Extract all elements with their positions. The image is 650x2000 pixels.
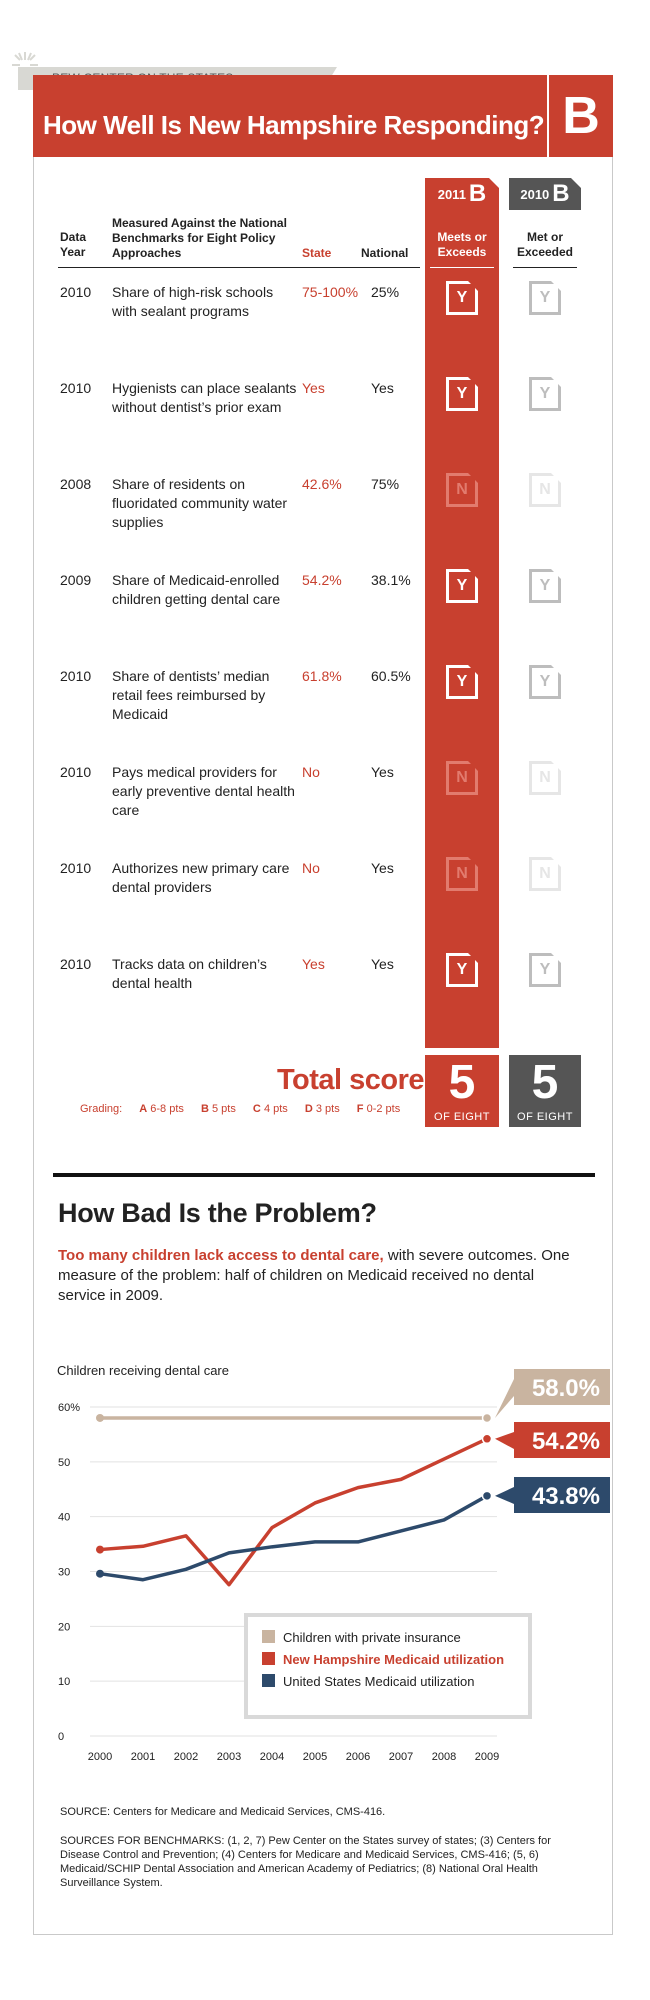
end-label: 54.2%	[531, 1428, 600, 1455]
row-year: 2009	[60, 572, 92, 588]
row-year: 2010	[60, 956, 92, 972]
y-tick-label: 40	[58, 1511, 71, 1524]
y-tick-label: 60%	[58, 1402, 81, 1414]
badge-2011: Y	[446, 569, 478, 603]
tab-2010-year: 2010	[520, 187, 550, 202]
row-national-value: Yes	[371, 860, 394, 876]
row-state-value: 42.6%	[302, 476, 342, 492]
badge-2011: N	[446, 761, 478, 795]
x-tick-label: 2003	[216, 1751, 242, 1763]
tab-2010-grade: B	[552, 180, 570, 207]
badge-2011: Y	[446, 665, 478, 699]
x-tick-label: 2008	[431, 1751, 457, 1763]
badge-2011: N	[446, 857, 478, 891]
grade-b: B	[200, 1103, 209, 1115]
row-year: 2010	[60, 764, 92, 780]
row-national-value: 75%	[371, 476, 400, 492]
header-national: National	[361, 246, 409, 260]
row-national-value: 25%	[371, 284, 400, 300]
section-title: How Bad Is the Problem?	[58, 1198, 377, 1228]
grade-c: C	[252, 1103, 261, 1115]
legend-swatch	[262, 1652, 275, 1665]
grade-d: D	[304, 1103, 313, 1115]
score-2011-value: 5	[448, 1056, 476, 1109]
benchmark-sources: SOURCES FOR BENCHMARKS: (1, 2, 7) Pew Center on the States survey of states; (3) Centers for Disease Control and Prevention; (4) Centers for Medicare and Medicaid Services, CMS-416; (5, 6) Medicaid/SCHIP Dental Association and American Academy of Pediatrics; (8) National Oral Health Surveillance System.	[60, 1835, 551, 1889]
badge-2010: Y	[529, 665, 561, 699]
x-tick-label: 2006	[345, 1751, 371, 1763]
row-national-value: 38.1%	[371, 572, 411, 588]
x-tick-label: 2000	[87, 1751, 113, 1763]
row-measure: Pays medical providers for early preventive dental health care	[112, 764, 295, 818]
row-measure: Share of high-risk schools with sealant programs	[112, 284, 274, 319]
x-tick-label: 2009	[474, 1751, 500, 1763]
row-measure: Share of dentists’ median retail fees reimbursed by Medicaid	[112, 668, 270, 722]
row-state-value: 75-100%	[302, 284, 359, 300]
overall-grade: B	[549, 75, 613, 157]
series-line	[100, 1439, 487, 1585]
end-label: 58.0%	[531, 1375, 600, 1402]
row-measure: Authorizes new primary care dental providers	[112, 860, 290, 895]
end-label: 43.8%	[531, 1483, 600, 1510]
series-end-point	[483, 1491, 492, 1500]
row-measure: Share of Medicaid-enrolled children getting dental care	[112, 572, 281, 607]
series-start-point	[96, 1570, 104, 1578]
legend-swatch	[262, 1630, 275, 1643]
legend-label: New Hampshire Medicaid utilization	[283, 1652, 505, 1667]
lead-rest: with severe outcomes. One measure of the problem: half of children on Medicaid received no dental service in 2009.	[58, 1247, 570, 1304]
series-start-point	[96, 1414, 104, 1422]
row-national-value: Yes	[371, 764, 394, 780]
row-year: 2010	[60, 860, 92, 876]
badge-2010: Y	[529, 377, 561, 411]
x-tick-label: 2005	[302, 1751, 328, 1763]
row-year: 2010	[60, 668, 92, 684]
header-2010-met: Met or Exceeded	[516, 230, 574, 259]
grade-f: F	[356, 1103, 364, 1115]
series-end-point	[483, 1434, 492, 1443]
grade-d-range: 3 pts	[315, 1103, 340, 1115]
grade-a-range: 6-8 pts	[150, 1103, 184, 1115]
badge-2010: N	[529, 761, 561, 795]
legend-label: Children with private insurance	[283, 1630, 461, 1645]
header-measure: Measured Against the National Benchmarks for Eight Policy Approaches	[112, 216, 287, 260]
grading-label: Grading:	[80, 1103, 123, 1115]
x-tick-label: 2004	[259, 1751, 285, 1763]
badge-2010: N	[529, 473, 561, 507]
lead-highlight: Too many children lack access to dental care,	[58, 1247, 384, 1264]
grade-b-range: 5 pts	[212, 1103, 236, 1115]
source-note: SOURCE: Centers for Medicare and Medicaid Services, CMS-416.	[60, 1806, 386, 1818]
grade-a: A	[139, 1103, 148, 1115]
y-tick-label: 50	[58, 1456, 71, 1469]
score-2011-of: OF EIGHT	[434, 1111, 490, 1123]
total-score-label: Total score	[277, 1064, 425, 1096]
legend-label: United States Medicaid utilization	[283, 1674, 475, 1689]
x-tick-label: 2001	[130, 1751, 156, 1763]
legend-swatch	[262, 1674, 275, 1687]
row-measure: Hygienists can place sealants without dentist’s prior exam	[112, 380, 297, 415]
badge-2010: Y	[529, 569, 561, 603]
badge-2010: N	[529, 857, 561, 891]
badge-2010: Y	[529, 953, 561, 987]
score-2010-value: 5	[531, 1056, 559, 1109]
badge-2011: Y	[446, 953, 478, 987]
header-data-year: Data Year	[60, 230, 87, 259]
page-title: How Well Is New Hampshire Responding?	[43, 110, 545, 140]
x-tick-label: 2007	[388, 1751, 414, 1763]
row-national-value: 60.5%	[371, 668, 411, 684]
row-year: 2010	[60, 380, 92, 396]
header-2011-meets: Meets or Exceeds	[437, 230, 487, 259]
end-label-pointer	[495, 1379, 514, 1418]
x-tick-label: 2002	[173, 1751, 199, 1763]
row-year: 2008	[60, 476, 92, 492]
chart-title: Children receiving dental care	[57, 1363, 229, 1378]
row-state-value: No	[302, 860, 320, 876]
row-national-value: Yes	[371, 956, 394, 972]
series-start-point	[96, 1546, 104, 1554]
end-label-pointer	[495, 1432, 514, 1449]
row-state-value: No	[302, 764, 320, 780]
row-year: 2010	[60, 284, 92, 300]
end-label-pointer	[495, 1487, 514, 1504]
y-tick-label: 10	[58, 1676, 71, 1689]
tab-2011-grade: B	[468, 180, 487, 207]
badge-2011: Y	[446, 377, 478, 411]
series-end-point	[483, 1413, 492, 1422]
y-tick-label: 0	[58, 1731, 65, 1743]
y-tick-label: 30	[58, 1566, 71, 1579]
badge-2011: N	[446, 473, 478, 507]
row-state-value: 61.8%	[302, 668, 342, 684]
row-state-value: 54.2%	[302, 572, 342, 588]
row-national-value: Yes	[371, 380, 394, 396]
grade-c-range: 4 pts	[263, 1103, 288, 1115]
grade-f-range: 0-2 pts	[366, 1103, 401, 1115]
row-measure: Share of residents on fluoridated community water supplies	[112, 476, 288, 530]
row-state-value: Yes	[302, 380, 325, 396]
badge-2010: Y	[529, 281, 561, 315]
row-measure: Tracks data on children’s dental health	[112, 956, 267, 991]
tab-2011-year: 2011	[437, 187, 466, 202]
row-state-value: Yes	[302, 956, 325, 972]
header-state: State	[302, 246, 332, 260]
y-tick-label: 20	[58, 1621, 71, 1634]
score-2010-of: OF EIGHT	[517, 1111, 573, 1123]
series-line	[100, 1496, 487, 1580]
badge-2011: Y	[446, 281, 478, 315]
